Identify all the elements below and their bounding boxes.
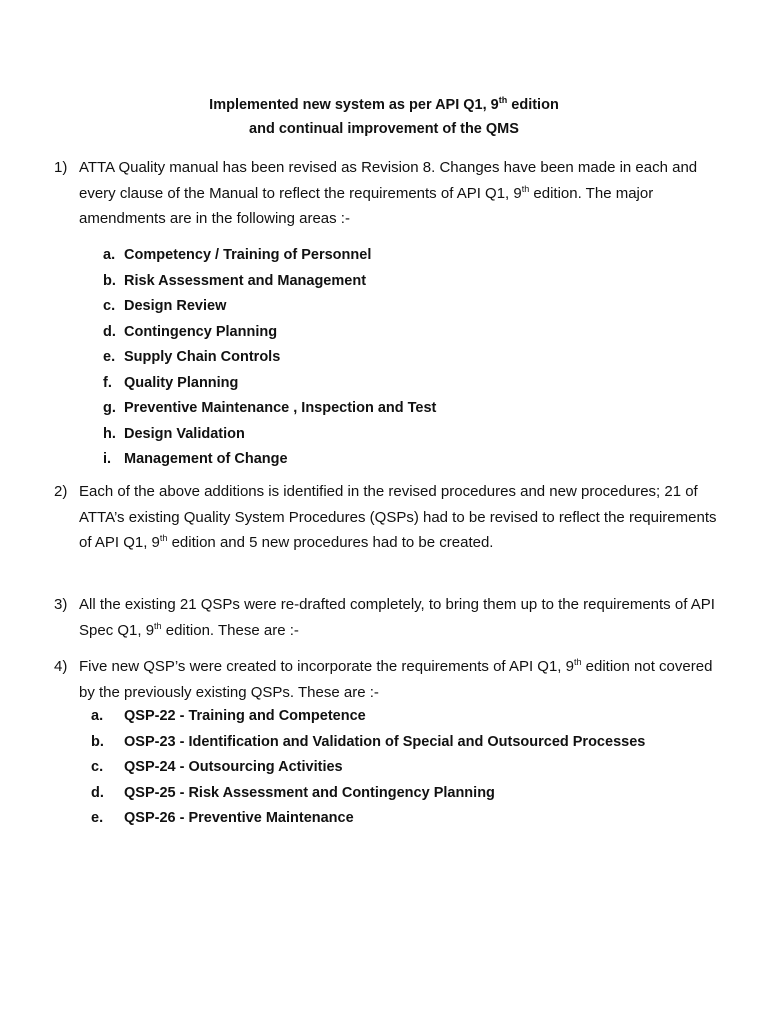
- list-item: [0, 806, 768, 832]
- section-2-paragraph: [79, 479, 719, 556]
- section-3-paragraph: [79, 592, 719, 643]
- list-item-letter: a.: [91, 708, 104, 724]
- document-title-line-1: [0, 94, 768, 116]
- list-item-text: Contingency Planning: [124, 323, 278, 340]
- section-1-number: 1): [54, 159, 68, 176]
- document-title-line-2: and continual improvement of the QMS: [249, 121, 519, 137]
- section-3-text: All the existing 21 QSPs were re-drafted completely, to bring them up to the requirements of API Spec Q1, 9: [79, 596, 715, 639]
- new-qsp-list: [0, 704, 768, 832]
- list-item-letter: g.: [103, 400, 116, 416]
- list-item-letter: i.: [103, 451, 112, 467]
- list-item: [0, 730, 768, 756]
- section-4-paragraph: [79, 654, 719, 705]
- title-suffix: edition: [507, 97, 559, 113]
- section-2-text: Each of the above additions is identified in the revised procedures and new procedures; 21 of ATTA’s existing Quality System Procedures (QSPs) had to be revised to reflect the requirements of API Q1, 9: [79, 483, 717, 552]
- list-item: [0, 345, 768, 371]
- section-3-number: 3): [54, 596, 68, 613]
- list-item-text: Risk Assessment and Management: [124, 272, 367, 289]
- list-item: [0, 243, 768, 269]
- list-item-letter: b.: [91, 733, 104, 750]
- section-2-superscript: th: [159, 533, 168, 544]
- list-item-letter: d.: [91, 784, 104, 801]
- section-4-superscript: th: [573, 657, 582, 667]
- list-item-text: Management of Change: [124, 451, 288, 467]
- section-1-text: ATTA Quality manual has been revised as Revision 8. Changes have been made in each and every clause of the Manual to reflect the requirements of API Q1, 9: [79, 159, 698, 202]
- list-item-text: QSP-26 - Preventive Maintenance: [124, 810, 354, 826]
- list-item-text: Competency / Training of Personnel: [124, 247, 372, 263]
- list-item-text: Preventive Maintenance , Inspection and Test: [124, 400, 437, 416]
- list-item: [0, 422, 768, 448]
- list-item: [0, 396, 768, 422]
- section-1-paragraph: [79, 155, 719, 232]
- list-item-letter: f.: [103, 374, 112, 391]
- list-item: [0, 781, 768, 807]
- amendments-list: [0, 243, 768, 473]
- list-item-letter: c.: [103, 298, 116, 314]
- list-item-text: OSP-23 - Identification and Validation of Special and Outsourced Processes: [124, 733, 646, 750]
- list-item-letter: b.: [103, 272, 116, 289]
- list-item-letter: a.: [103, 247, 116, 263]
- list-item-letter: d.: [103, 323, 116, 340]
- list-item: [0, 371, 768, 397]
- list-item-text: Quality Planning: [124, 374, 239, 391]
- section-1-superscript: th: [521, 183, 530, 194]
- title-superscript: th: [498, 95, 508, 105]
- list-item: [0, 320, 768, 346]
- list-item-text: Design Validation: [124, 425, 245, 442]
- section-3-superscript: th: [154, 620, 162, 631]
- list-item-text: QSP-22 - Training and Competence: [124, 708, 366, 724]
- section-2-text-end: edition and 5 new procedures had to be created.: [167, 534, 494, 552]
- section-2-number: 2): [54, 483, 68, 500]
- title-text: Implemented new system as per API Q1, 9: [209, 97, 499, 113]
- section-3-text-end: edition. These are :-: [161, 621, 299, 639]
- section-1-text-end: edition. The major amendments are in the following areas :-: [79, 184, 654, 228]
- list-item-text: QSP-25 - Risk Assessment and Contingency Planning: [124, 784, 495, 801]
- list-item-text: QSP-24 - Outsourcing Activities: [124, 759, 343, 775]
- section-4-text: Five new QSP’s were created to incorporate the requirements of API Q1, 9: [79, 658, 574, 675]
- list-item: [0, 447, 768, 473]
- section-4-text-end: edition not covered by the previously existing QSPs. These are :-: [79, 658, 713, 701]
- section-4-number: 4): [54, 658, 68, 675]
- list-item: [0, 704, 768, 730]
- list-item-text: Design Review: [124, 298, 227, 314]
- list-item-letter: c.: [91, 759, 104, 775]
- list-item-letter: h.: [103, 425, 116, 442]
- list-item: [0, 294, 768, 320]
- list-item: [0, 269, 768, 295]
- list-item-text: Supply Chain Controls: [124, 349, 281, 365]
- list-item: [0, 755, 768, 781]
- list-item-letter: e.: [103, 349, 116, 365]
- list-item-letter: e.: [91, 810, 104, 826]
